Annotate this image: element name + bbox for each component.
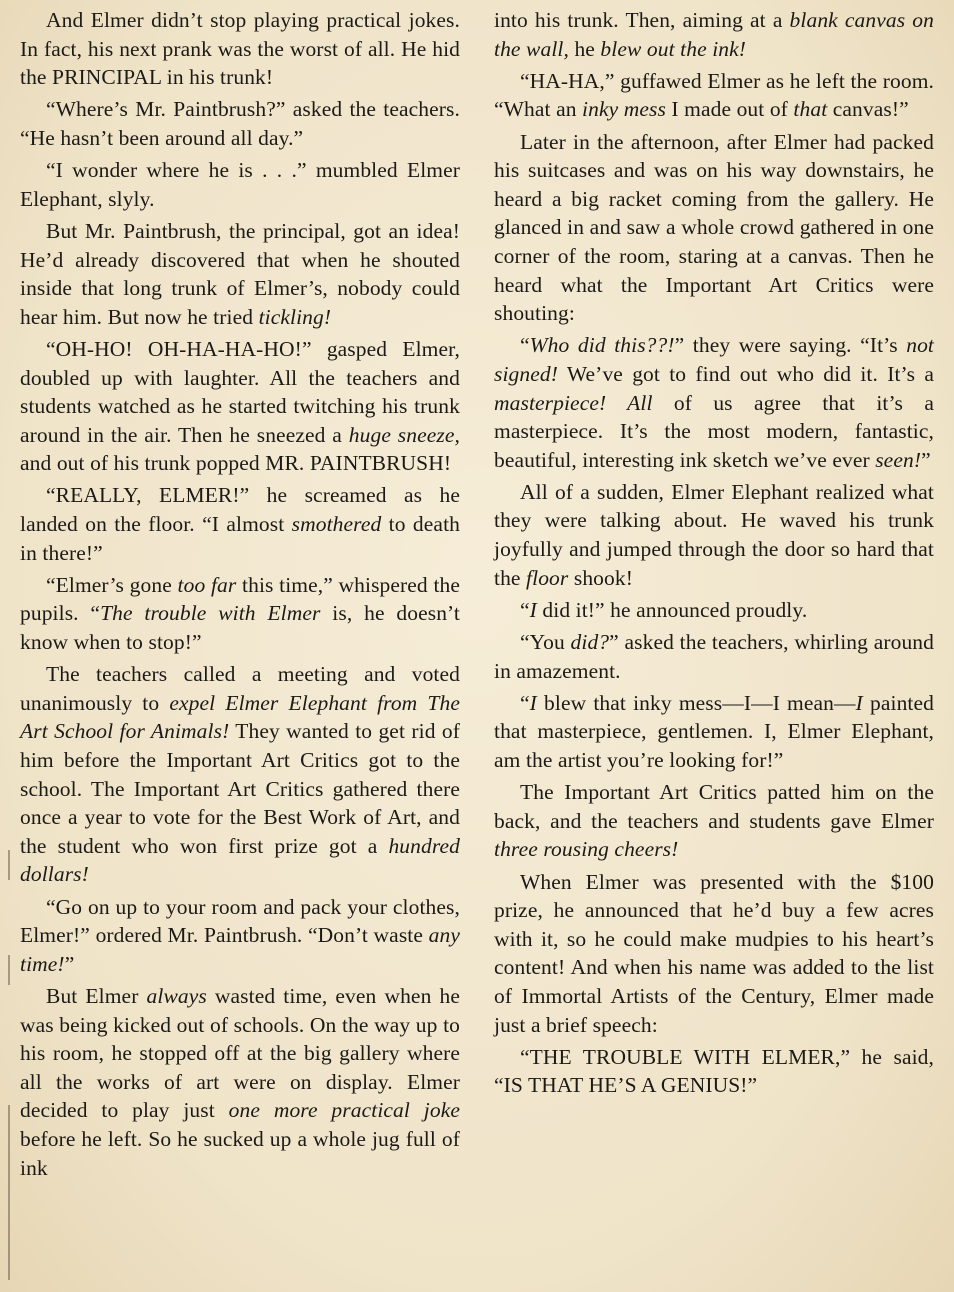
paragraph-text: We’ve got to find out who did it. It’s a bbox=[558, 361, 934, 386]
paragraph-text: into his trunk. Then, aiming at a bbox=[494, 8, 790, 32]
paragraph-text: did it!” he announced proudly. bbox=[536, 597, 808, 622]
story-paragraph bbox=[494, 868, 934, 1040]
paragraph-text: “Go on up to your room and pack your clothes, Elmer!” ordered Mr. Paintbrush. “Don’t waste bbox=[20, 894, 460, 948]
page-edge-mark bbox=[8, 1105, 10, 1280]
emphasized-text: three rousing cheers! bbox=[494, 837, 679, 862]
emphasized-text: I bbox=[529, 690, 537, 715]
emphasized-text: seen! bbox=[875, 447, 922, 472]
paragraph-text: of us agree that it’s a masterpiece. It’s the most modern, fantastic, beautiful, interesting ink sketch we’ve ever bbox=[494, 390, 934, 472]
emphasized-text: The trouble with Elmer bbox=[100, 601, 321, 626]
paragraph-text: ” asked the teachers, whirling around in amazement. bbox=[494, 630, 934, 683]
story-paragraph bbox=[20, 571, 460, 657]
paragraph-text: and out of his trunk popped MR. PAINTBRUSH! bbox=[20, 451, 452, 476]
emphasized-text: blank canvas on the wall, bbox=[494, 8, 934, 61]
paragraph-text: “REALLY, ELMER!” he screamed as he landed on the floor. “I almost bbox=[20, 483, 460, 537]
paragraph-text: before he left. So he sucked up a whole jug full of ink bbox=[20, 1126, 460, 1180]
paragraph-text: “THE TROUBLE WITH ELMER,” he said, “IS THAT HE’S A GENIUS!” bbox=[494, 1044, 934, 1098]
emphasized-text: expel Elmer Elephant from The Art School for Animals! bbox=[20, 690, 460, 744]
emphasized-text: not signed! bbox=[494, 333, 934, 386]
paragraph-text: “Where’s Mr. Paintbrush?” asked the teachers. “He hasn’t been around all day.” bbox=[20, 97, 460, 150]
paragraph-text: The teachers called a meeting and voted unanimously to bbox=[20, 662, 460, 715]
page-edge-mark bbox=[8, 850, 10, 880]
story-paragraph bbox=[20, 481, 460, 567]
paragraph-text: painted that masterpiece, gentlemen. I, Elmer Elephant, am the artist you’re looking for!” bbox=[494, 690, 934, 772]
story-paragraph bbox=[494, 6, 934, 63]
story-paragraph bbox=[494, 1043, 934, 1100]
paragraph-text: this time,” whispered the pupils. “ bbox=[20, 572, 461, 626]
paragraph-text: “OH-HO! OH-HA-HA-HO!” gasped Elmer, doubled up with laughter. All the teachers and students watched as he started twitching his trunk around in the air. Then he sneezed a bbox=[20, 336, 460, 447]
paragraph-text: When Elmer was presented with the $100 prize, he announced that he’d buy a few acres with it, so he could make mudpies to his heart’s content! And when his name was added to the list of Immortal Artists of the Century, Elmer made just a brief speech: bbox=[494, 869, 934, 1037]
story-paragraph bbox=[494, 628, 934, 685]
story-paragraph bbox=[494, 128, 934, 328]
story-paragraph bbox=[20, 335, 460, 478]
paragraph-text: “You bbox=[520, 630, 571, 655]
paragraph-text: But Mr. Paintbrush, the principal, got an idea! He’d already discovered that when he shouted inside that long trunk of Elmer’s, nobody could hear him. But now he tried bbox=[20, 218, 460, 329]
emphasized-text: I bbox=[855, 690, 863, 715]
story-paragraph bbox=[494, 331, 934, 474]
emphasized-text: masterpiece! All bbox=[494, 390, 653, 415]
paragraph-text: But Elmer bbox=[46, 983, 147, 1008]
paragraph-text: Later in the afternoon, after Elmer had packed his suitcases and was on his way downstairs, he heard a big racket coming from the gallery. He glanced in and saw a whole crowd gathered in one corner of the room, staring at a canvas. Then he heard what the Important Art Critics were shouting: bbox=[494, 129, 934, 326]
paragraph-text: “ bbox=[520, 690, 530, 715]
paragraph-text: canvas!” bbox=[827, 97, 909, 122]
emphasized-text: smothered bbox=[291, 512, 382, 537]
emphasized-text: always bbox=[146, 983, 207, 1008]
emphasized-text: I bbox=[529, 597, 537, 622]
paragraph-text: ” bbox=[64, 951, 75, 976]
paragraph-text: I made out of bbox=[665, 97, 794, 122]
paragraph-text: shook! bbox=[568, 565, 633, 590]
story-paragraph bbox=[20, 95, 460, 152]
story-paragraph bbox=[20, 6, 460, 92]
paragraph-text: “I wonder where he is . . .” mumbled Elmer Elephant, slyly. bbox=[20, 158, 460, 211]
paragraph-text: to death in there!” bbox=[20, 512, 460, 565]
paragraph-text: blew that inky mess—I—I mean— bbox=[536, 690, 856, 715]
paragraph-text: They wanted to get rid of him before the Important Art Critics got to the school. The Important Art Critics gathered there once a year to vote for the Best Work of Art, and the student who won first prize got a bbox=[20, 719, 460, 858]
story-paragraph bbox=[494, 67, 934, 124]
emphasized-text: floor bbox=[526, 565, 569, 590]
story-paragraph bbox=[494, 478, 934, 592]
story-paragraph bbox=[20, 660, 460, 889]
paragraph-text: ” they were saying. “It’s bbox=[674, 333, 907, 358]
left-text-column bbox=[20, 6, 460, 1186]
paragraph-text: he bbox=[568, 36, 601, 61]
story-paragraph bbox=[494, 778, 934, 864]
paragraph-text: All of a sudden, Elmer Elephant realized what they were talking about. He waved his trunk joyfully and jumped through the door so hard that the bbox=[494, 479, 934, 590]
emphasized-text: hundred dollars! bbox=[20, 833, 460, 887]
paragraph-text: “HA-HA,” guffawed Elmer as he left the room. “What an bbox=[494, 68, 934, 122]
page-edge-mark bbox=[8, 955, 10, 985]
story-paragraph bbox=[20, 982, 460, 1182]
emphasized-text: one more practical joke bbox=[228, 1098, 460, 1123]
paragraph-text: And Elmer didn’t stop playing practical jokes. In fact, his next prank was the worst of all. He hid the PRINCIPAL in his trunk! bbox=[20, 8, 460, 90]
story-paragraph bbox=[20, 893, 460, 979]
paragraph-text: “ bbox=[520, 597, 530, 622]
paragraph-text: ” bbox=[921, 447, 931, 472]
right-text-column bbox=[494, 6, 934, 1104]
paragraph-text: “ bbox=[520, 333, 530, 358]
emphasized-text: blew out the ink! bbox=[600, 36, 747, 61]
emphasized-text: Who did this??! bbox=[529, 333, 675, 358]
emphasized-text: any time! bbox=[20, 923, 460, 976]
story-paragraph bbox=[494, 596, 934, 625]
story-paragraph bbox=[20, 217, 460, 331]
paragraph-text: is, he doesn’t know when to stop!” bbox=[20, 601, 460, 655]
paragraph-text: The Important Art Critics patted him on the back, and the teachers and students gave Elmer bbox=[494, 780, 934, 833]
emphasized-text: tickling! bbox=[258, 304, 332, 329]
story-paragraph bbox=[20, 156, 460, 213]
emphasized-text: that bbox=[793, 97, 828, 122]
paragraph-text: “Elmer’s gone bbox=[46, 572, 178, 597]
paragraph-text: wasted time, even when he was being kicked out of schools. On the way up to his room, he stopped off at the big gallery where all the works of art were on display. Elmer decided to play just bbox=[20, 983, 460, 1123]
story-paragraph bbox=[494, 689, 934, 775]
emphasized-text: huge sneeze, bbox=[348, 422, 460, 447]
emphasized-text: inky mess bbox=[582, 97, 666, 122]
emphasized-text: did? bbox=[570, 630, 610, 655]
emphasized-text: too far bbox=[177, 572, 237, 597]
